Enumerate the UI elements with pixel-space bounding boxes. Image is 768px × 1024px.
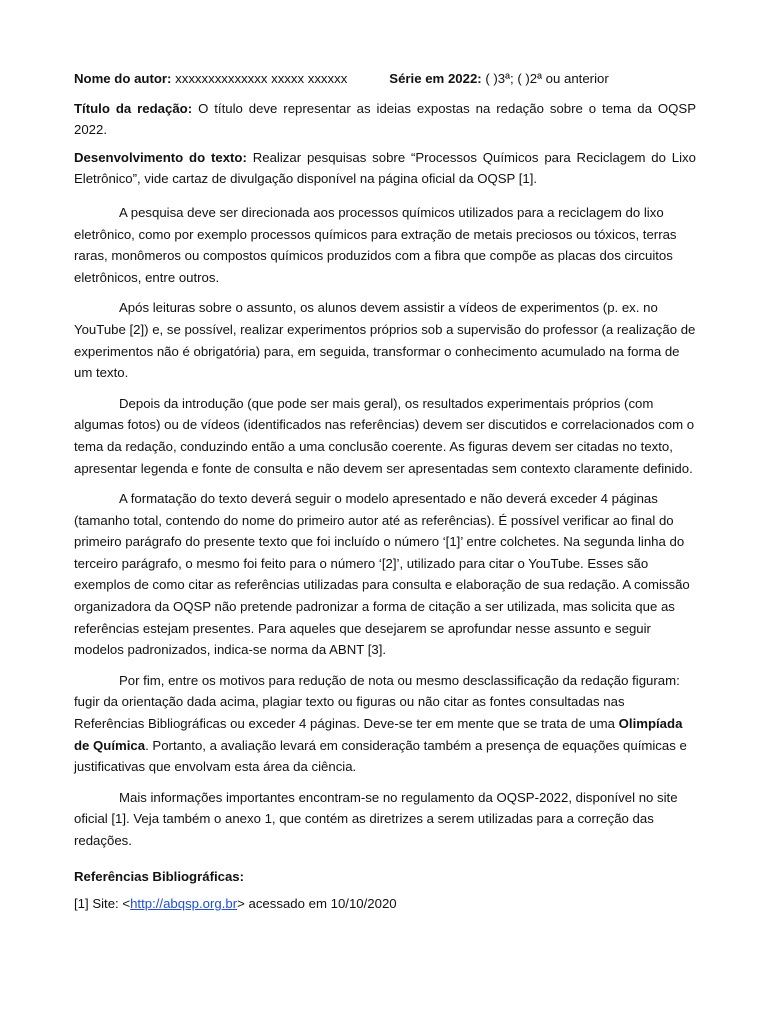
paragraph: A formatação do texto deverá seguir o modelo apresentado e não deverá exceder 4 páginas (tamanho total, contendo do nome do primeiro autor até as referências). É possível verificar ao final do primeiro parágrafo do presente texto que foi incluído o número ‘[1]’ entre colchetes. Na segunda linha do terceiro parágrafo, o mesmo foi feito para o número ‘[2]’, utilizado para citar o YouTube. Esses são exemplos de como citar as referências utilizadas para consulta e elaboração de sua redação. A comissão organizadora da OQSP não pretende padronizar a forma de citação a ser utilizada, mas solicita que as referências estejam presentes. Para aqueles que desejarem se aprofundar nesse assunto e seguir modelos padronizados, indica-se norma da ABNT [3]. [74, 491, 690, 658]
author-line [74, 68, 696, 90]
reference-link[interactable]: http://abqsp.org.br [130, 896, 238, 912]
paragraph: A pesquisa deve ser direcionada aos processos químicos utilizados para a reciclagem do lixo eletrônico, como por exemplo processos químicos para extração de metais preciosos ou tóxicos, terras raras, monômeros ou compostos químicos produzidos com a fibra que compõe as placas dos circuitos eletrônicos, entre outros. [74, 204, 677, 285]
final-paragraph-tail: . Portanto, a avaliação levará em consideração também a presença de equações químicas e justificativas que envolvam esta área da ciência. [74, 737, 687, 775]
series-value: ( )3ª; ( )2ª ou anterior [485, 71, 609, 86]
author-label: Nome do autor: [74, 71, 172, 86]
title-line [74, 98, 696, 141]
reference-suffix: > acessado em 10/10/2020 [237, 896, 397, 912]
development-line [74, 147, 696, 190]
reference-item [74, 893, 696, 915]
paragraph: Depois da introdução (que pode ser mais geral), os resultados experimentais próprios (com algumas fotos) ou de vídeos (identificados nas referências) devem ser discutidos e correlacionados com o tema da redação, conduzindo então a uma conclusão coerente. As figuras devem ser citadas no texto, apresentar legenda e fonte de consulta e não devem ser apresentadas sem contexto claramente definido. [74, 395, 695, 476]
development-text: Realizar pesquisas sobre “Processos Químicos para Reciclagem do Lixo Eletrônico”, vide cartaz de divulgação disponível na página oficial da OQSP [1]. [74, 149, 696, 187]
series-label: Série em 2022: [389, 71, 482, 86]
final-paragraph-text: Por fim, entre os motivos para redução de nota ou mesmo desclassificação da redação figuram: fugir da orientação dada acima, plagiar texto ou figuras ou não citar as fontes consultadas nas Referências Bibliográficas ou exceder 4 páginas. Deve-se ter em mente que se trata de uma [74, 672, 680, 732]
olympiad-emphasis: Olimpíada de Química [74, 716, 683, 753]
paragraph: Após leituras sobre o assunto, os alunos devem assistir a vídeos de experimentos (p. ex. no YouTube [2]) e, se possível, realizar experimentos próprios sob a supervisão do professor (a realização de experimentos não é obrigatória) para, em seguida, transformar o conhecimento acumulado na forma de um texto. [74, 300, 696, 381]
document-page [74, 68, 696, 921]
references-heading: Referências Bibliográficas: [74, 868, 245, 884]
final-paragraph [74, 670, 696, 778]
development-label: Desenvolvimento do texto: [74, 149, 247, 165]
title-label: Título da redação: [74, 100, 193, 116]
more-info-paragraph: Mais informações importantes encontram-se no regulamento da OQSP-2022, disponível no site oficial [1]. Veja também o anexo 1, que contém as diretrizes a serem utilizadas para a correção das redações. [74, 789, 678, 848]
title-text: O título deve representar as ideias expostas na redação sobre o tema da OQSP 2022. [74, 100, 696, 138]
author-value: xxxxxxxxxxxxxx xxxxx xxxxxx [175, 71, 348, 86]
reference-prefix: [1] Site: < [74, 896, 131, 912]
